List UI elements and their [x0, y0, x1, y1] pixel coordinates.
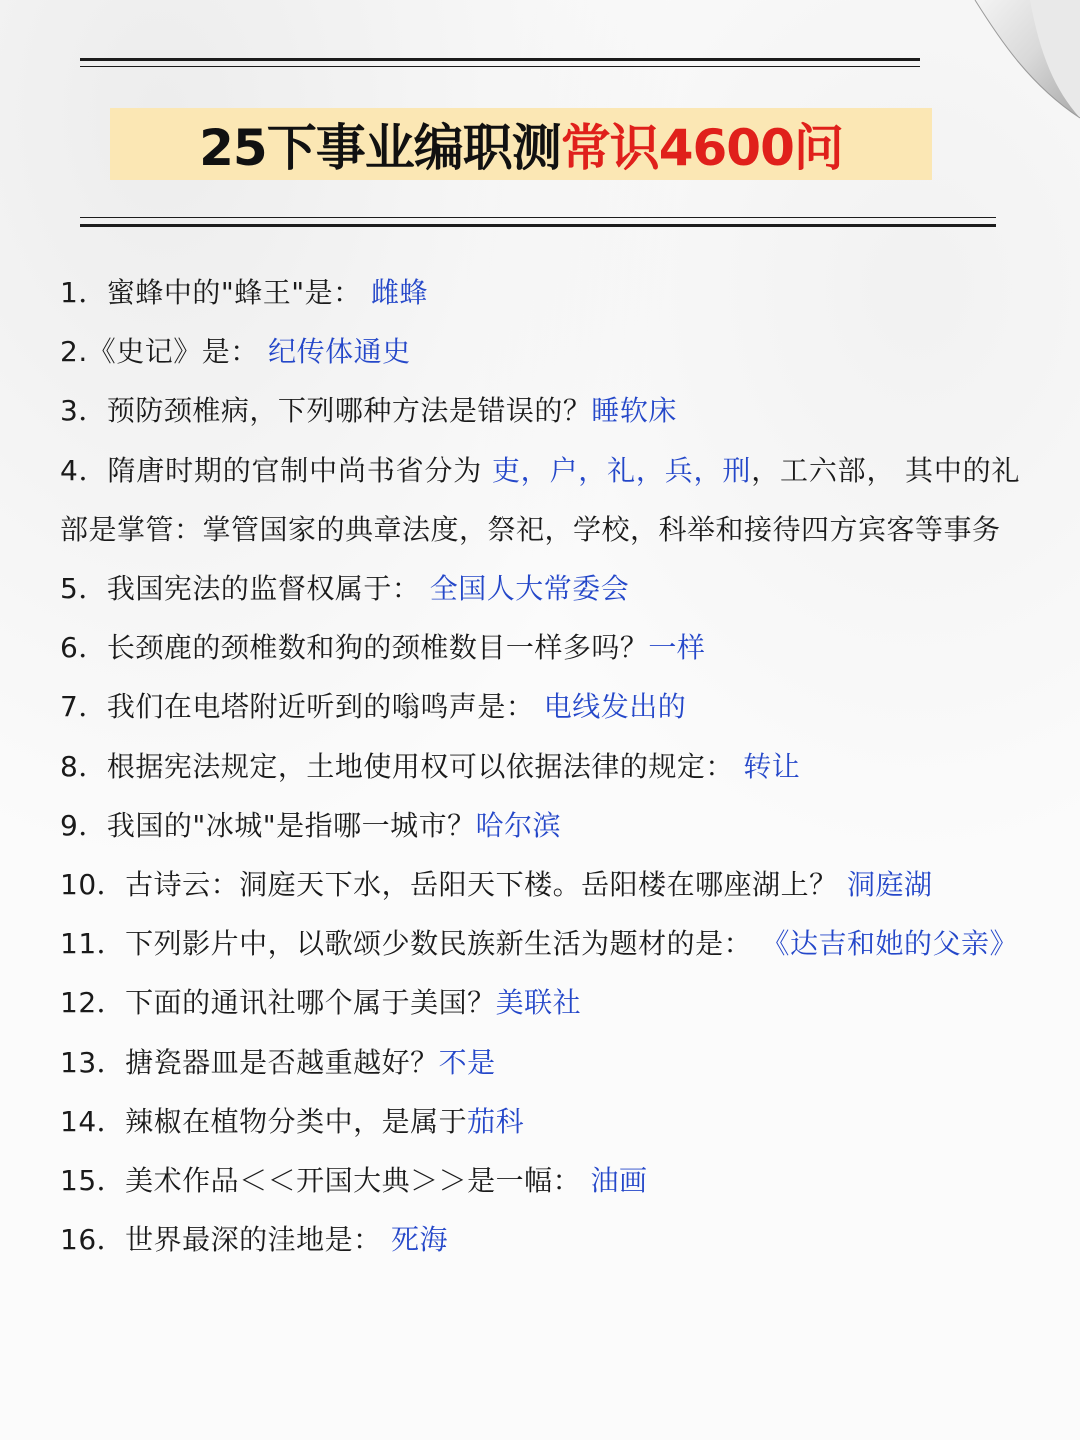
question-item [60, 855, 1020, 914]
question-item [60, 677, 1020, 736]
answer-text: 转让 [743, 749, 801, 783]
answer-text: 美联社 [495, 986, 582, 1020]
question-text: 预防颈椎病，下列哪种方法是错误的？ [106, 394, 592, 428]
question-item [60, 796, 1020, 855]
question-text: 下面的通讯社哪个属于美国？ [125, 986, 496, 1020]
question-text: 我国宪法的监督权属于： [106, 572, 430, 606]
question-item [60, 441, 1020, 559]
question-number: 16． [60, 1223, 126, 1257]
question-number: 2. [60, 335, 88, 369]
question-item [60, 1151, 1020, 1210]
answer-text: 哈尔滨 [475, 808, 562, 842]
title-main: 25下事业编职测 [199, 119, 561, 177]
answer-text: 不是 [438, 1045, 496, 1079]
question-number: 7． [60, 690, 107, 724]
title-banner [110, 108, 932, 180]
answer-text: 睡软床 [591, 394, 677, 428]
question-tail: ，工六部， 其中的礼部是掌管：掌管国家的典章法度，祭祀，学校，科举和接待四方宾客等事务 [60, 453, 1020, 546]
question-text: 美术作品＜＜开国大典＞＞是一幅： [125, 1164, 591, 1198]
question-text: 世界最深的洼地是： [125, 1223, 392, 1257]
question-text: 下列影片中，以歌颂少数民族新生活为题材的是： [125, 927, 762, 961]
question-item [60, 737, 1020, 796]
question-text: 我们在电塔附近听到的嗡鸣声是： [106, 690, 544, 724]
answer-text: 油画 [590, 1164, 648, 1198]
question-item [60, 973, 1020, 1032]
question-text: 长颈鹿的颈椎数和狗的颈椎数目一样多吗？ [106, 631, 649, 665]
question-item [60, 559, 1020, 618]
bottom-rule-thin [80, 217, 996, 218]
answer-text: 茄科 [467, 1104, 525, 1138]
question-item [60, 914, 1020, 973]
answer-text: 一样 [648, 631, 706, 665]
question-number: 3． [60, 394, 107, 428]
bottom-rule-thick [80, 224, 996, 227]
question-text: 蜜蜂中的"蜂王"是： [106, 276, 371, 309]
answer-text: 全国人大常委会 [429, 572, 630, 606]
question-item [60, 381, 1020, 440]
question-text: 辣椒在植物分类中，是属于 [125, 1104, 468, 1138]
question-text: 《史记》是： [87, 335, 269, 369]
answer-text: 纪传体通史 [268, 335, 411, 369]
question-item [60, 1033, 1020, 1092]
answer-text: 雌蜂 [371, 276, 429, 309]
question-item [60, 618, 1020, 677]
question-text: 我国的"冰城"是指哪一城市？ [106, 808, 476, 842]
question-number: 4． [60, 453, 108, 487]
question-item [60, 1092, 1020, 1151]
question-number: 11． [60, 927, 126, 961]
question-item [60, 322, 1020, 381]
question-number: 8． [60, 749, 107, 783]
question-number: 6． [60, 631, 107, 665]
question-text: 隋唐时期的官制中尚书省分为 [107, 453, 492, 487]
question-number: 12． [60, 986, 126, 1020]
question-number: 15． [60, 1164, 126, 1198]
question-item [60, 1210, 1020, 1269]
question-text: 古诗云：洞庭天下水，岳阳天下楼。岳阳楼在哪座湖上？ [125, 868, 848, 902]
answer-text: 电线发出的 [543, 690, 687, 724]
question-number: 1． [60, 276, 107, 309]
question-text: 搪瓷器皿是否越重越好？ [125, 1045, 439, 1079]
top-rule-thick [80, 58, 920, 61]
question-number: 10． [60, 868, 126, 902]
question-number: 9． [60, 808, 107, 842]
answer-text: 吏，户，礼，兵，刑 [491, 453, 752, 487]
question-text: 根据宪法规定，土地使用权可以依据法律的规定： [106, 749, 744, 783]
question-list [60, 263, 1020, 1269]
answer-text: 《达吉和她的父亲》 [761, 927, 1019, 961]
question-number: 5． [60, 572, 107, 606]
answer-text: 洞庭湖 [847, 868, 933, 902]
question-item [60, 263, 1020, 322]
question-number: 13． [60, 1045, 126, 1079]
question-number: 14． [60, 1104, 126, 1138]
top-rule-thin [80, 66, 920, 67]
title-highlight: 常识4600问 [560, 119, 843, 177]
answer-text: 死海 [391, 1223, 449, 1257]
